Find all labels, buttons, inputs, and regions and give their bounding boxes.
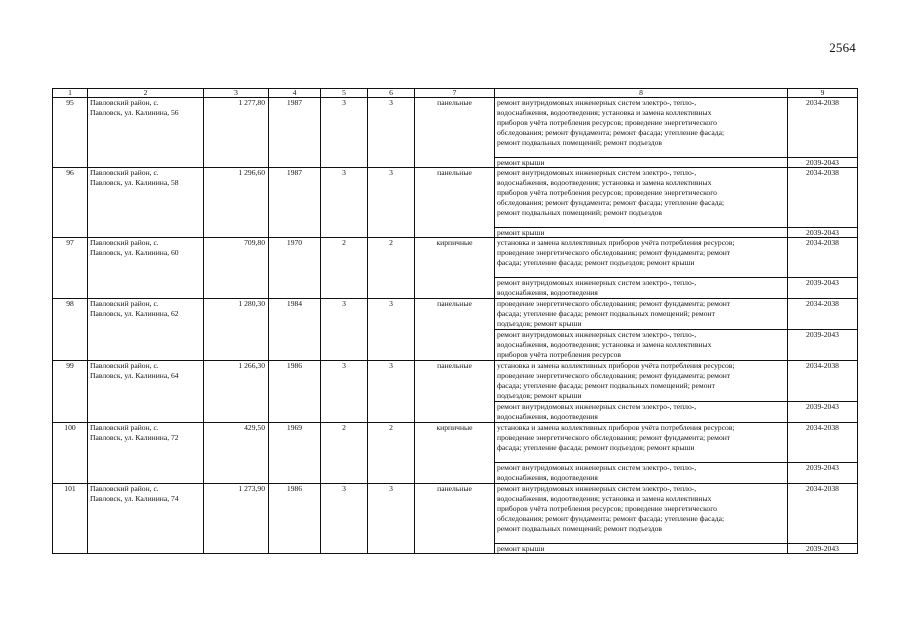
col5-cell: 3: [321, 299, 368, 361]
col5-cell: 3: [321, 484, 368, 554]
repair-program-table: [52, 88, 858, 554]
work-cell: ремонт внутридомовых инженерных систем электро-, тепло-, водоснабжения, водоотведения; установка и замена коллективных приборов учёта потребления ресурсов; проведение энергетического обследования; ремонт фундамента; ремонт фасада; утепление фасада; ремонт подвальных помещений; ремонт подъездов: [495, 484, 788, 544]
table-row: [53, 98, 858, 158]
column-number-row: [53, 89, 858, 98]
material-cell: панельные: [415, 98, 495, 168]
period-cell: 2039-2043: [788, 278, 858, 299]
period-cell: 2034-2038: [788, 484, 858, 544]
row-number: 99: [53, 361, 88, 423]
area-cell: 1 273,90: [204, 484, 269, 554]
address-cell: Павловский район, с. Павловск, ул. Калинина, 74: [88, 484, 204, 554]
work-cell: проведение энергетического обследования; ремонт фундамента; ремонт фасада; утепление фасада; ремонт подвальных помещений; ремонт подъездов; ремонт крыши: [495, 299, 788, 330]
year-cell: 1986: [269, 484, 321, 554]
column-header: 6: [368, 89, 415, 98]
column-header: 3: [204, 89, 269, 98]
material-cell: панельные: [415, 361, 495, 423]
area-cell: 1 296,60: [204, 168, 269, 238]
work-cell: ремонт внутридомовых инженерных систем электро-, тепло-, водоснабжения, водоотведения: [495, 278, 788, 299]
address-cell: Павловский район, с. Павловск, ул. Калинина, 60: [88, 238, 204, 299]
address-cell: Павловский район, с. Павловск, ул. Калинина, 62: [88, 299, 204, 361]
work-cell: ремонт внутридомовых инженерных систем электро-, тепло-, водоснабжения, водоотведения: [495, 463, 788, 484]
table-row: [53, 238, 858, 278]
column-header: 9: [788, 89, 858, 98]
period-cell: 2039-2043: [788, 228, 858, 238]
period-cell: 2034-2038: [788, 361, 858, 402]
period-cell: 2034-2038: [788, 98, 858, 158]
col6-cell: 3: [368, 299, 415, 361]
area-cell: 1 266,30: [204, 361, 269, 423]
area-cell: 429,50: [204, 423, 269, 484]
column-header: 4: [269, 89, 321, 98]
col6-cell: 3: [368, 98, 415, 168]
row-number: 101: [53, 484, 88, 554]
area-cell: 709,80: [204, 238, 269, 299]
table-row: [53, 361, 858, 402]
col6-cell: 2: [368, 423, 415, 484]
period-cell: 2039-2043: [788, 158, 858, 168]
period-cell: 2034-2038: [788, 238, 858, 278]
work-cell: установка и замена коллективных приборов учёта потребления ресурсов; проведение энергетического обследования; ремонт фундамента; ремонт фасада; утепление фасада; ремонт подвальных помещений; ремонт подъездов; ремонт крыши: [495, 361, 788, 402]
period-cell: 2039-2043: [788, 544, 858, 554]
period-cell: 2034-2038: [788, 299, 858, 330]
row-number: 100: [53, 423, 88, 484]
col6-cell: 3: [368, 168, 415, 238]
col5-cell: 3: [321, 98, 368, 168]
column-header: 1: [53, 89, 88, 98]
year-cell: 1970: [269, 238, 321, 299]
page-number: 2564: [829, 40, 856, 55]
work-cell: ремонт крыши: [495, 544, 788, 554]
material-cell: панельные: [415, 484, 495, 554]
table-row: [53, 168, 858, 228]
col5-cell: 2: [321, 238, 368, 299]
year-cell: 1984: [269, 299, 321, 361]
row-number: 95: [53, 98, 88, 168]
material-cell: кирпичные: [415, 238, 495, 299]
period-cell: 2034-2038: [788, 423, 858, 463]
work-cell: ремонт внутридомовых инженерных систем электро-, тепло-, водоснабжения, водоотведения; установка и замена коллективных приборов учёта потребления ресурсов: [495, 330, 788, 361]
address-cell: Павловский район, с. Павловск, ул. Калинина, 64: [88, 361, 204, 423]
table-row: [53, 299, 858, 330]
col5-cell: 3: [321, 168, 368, 238]
period-cell: 2039-2043: [788, 463, 858, 484]
table-row: [53, 423, 858, 463]
work-cell: ремонт внутридомовых инженерных систем электро-, тепло-, водоснабжения, водоотведения: [495, 402, 788, 423]
col5-cell: 3: [321, 361, 368, 423]
table-row: [53, 484, 858, 544]
work-cell: ремонт крыши: [495, 228, 788, 238]
address-cell: Павловский район, с. Павловск, ул. Калинина, 56: [88, 98, 204, 168]
year-cell: 1987: [269, 98, 321, 168]
row-number: 96: [53, 168, 88, 238]
year-cell: 1986: [269, 361, 321, 423]
column-header: 2: [88, 89, 204, 98]
year-cell: 1987: [269, 168, 321, 238]
row-number: 97: [53, 238, 88, 299]
period-cell: 2039-2043: [788, 402, 858, 423]
material-cell: панельные: [415, 299, 495, 361]
year-cell: 1969: [269, 423, 321, 484]
work-cell: ремонт внутридомовых инженерных систем электро-, тепло-, водоснабжения, водоотведения; установка и замена коллективных приборов учёта потребления ресурсов; проведение энергетического обследования; ремонт фундамента; ремонт фасада; утепление фасада; ремонт подвальных помещений; ремонт подъездов: [495, 168, 788, 228]
address-cell: Павловский район, с. Павловск, ул. Калинина, 72: [88, 423, 204, 484]
address-cell: Павловский район, с. Павловск, ул. Калинина, 58: [88, 168, 204, 238]
material-cell: кирпичные: [415, 423, 495, 484]
area-cell: 1 277,80: [204, 98, 269, 168]
work-cell: ремонт крыши: [495, 158, 788, 168]
column-header: 5: [321, 89, 368, 98]
work-cell: ремонт внутридомовых инженерных систем электро-, тепло-, водоснабжения, водоотведения; установка и замена коллективных приборов учёта потребления ресурсов; проведение энергетического обследования; ремонт фундамента; ремонт фасада; утепление фасада; ремонт подвальных помещений; ремонт подъездов: [495, 98, 788, 158]
period-cell: 2039-2043: [788, 330, 858, 361]
col6-cell: 3: [368, 484, 415, 554]
material-cell: панельные: [415, 168, 495, 238]
area-cell: 1 280,30: [204, 299, 269, 361]
period-cell: 2034-2038: [788, 168, 858, 228]
row-number: 98: [53, 299, 88, 361]
col5-cell: 2: [321, 423, 368, 484]
column-header: 8: [495, 89, 788, 98]
col6-cell: 3: [368, 361, 415, 423]
work-cell: установка и замена коллективных приборов учёта потребления ресурсов; проведение энергетического обследования; ремонт фундамента; ремонт фасада; утепление фасада; ремонт подъездов; ремонт крыши: [495, 423, 788, 463]
work-cell: установка и замена коллективных приборов учёта потребления ресурсов; проведение энергетического обследования; ремонт фундамента; ремонт фасада; утепление фасада; ремонт подъездов; ремонт крыши: [495, 238, 788, 278]
column-header: 7: [415, 89, 495, 98]
col6-cell: 2: [368, 238, 415, 299]
